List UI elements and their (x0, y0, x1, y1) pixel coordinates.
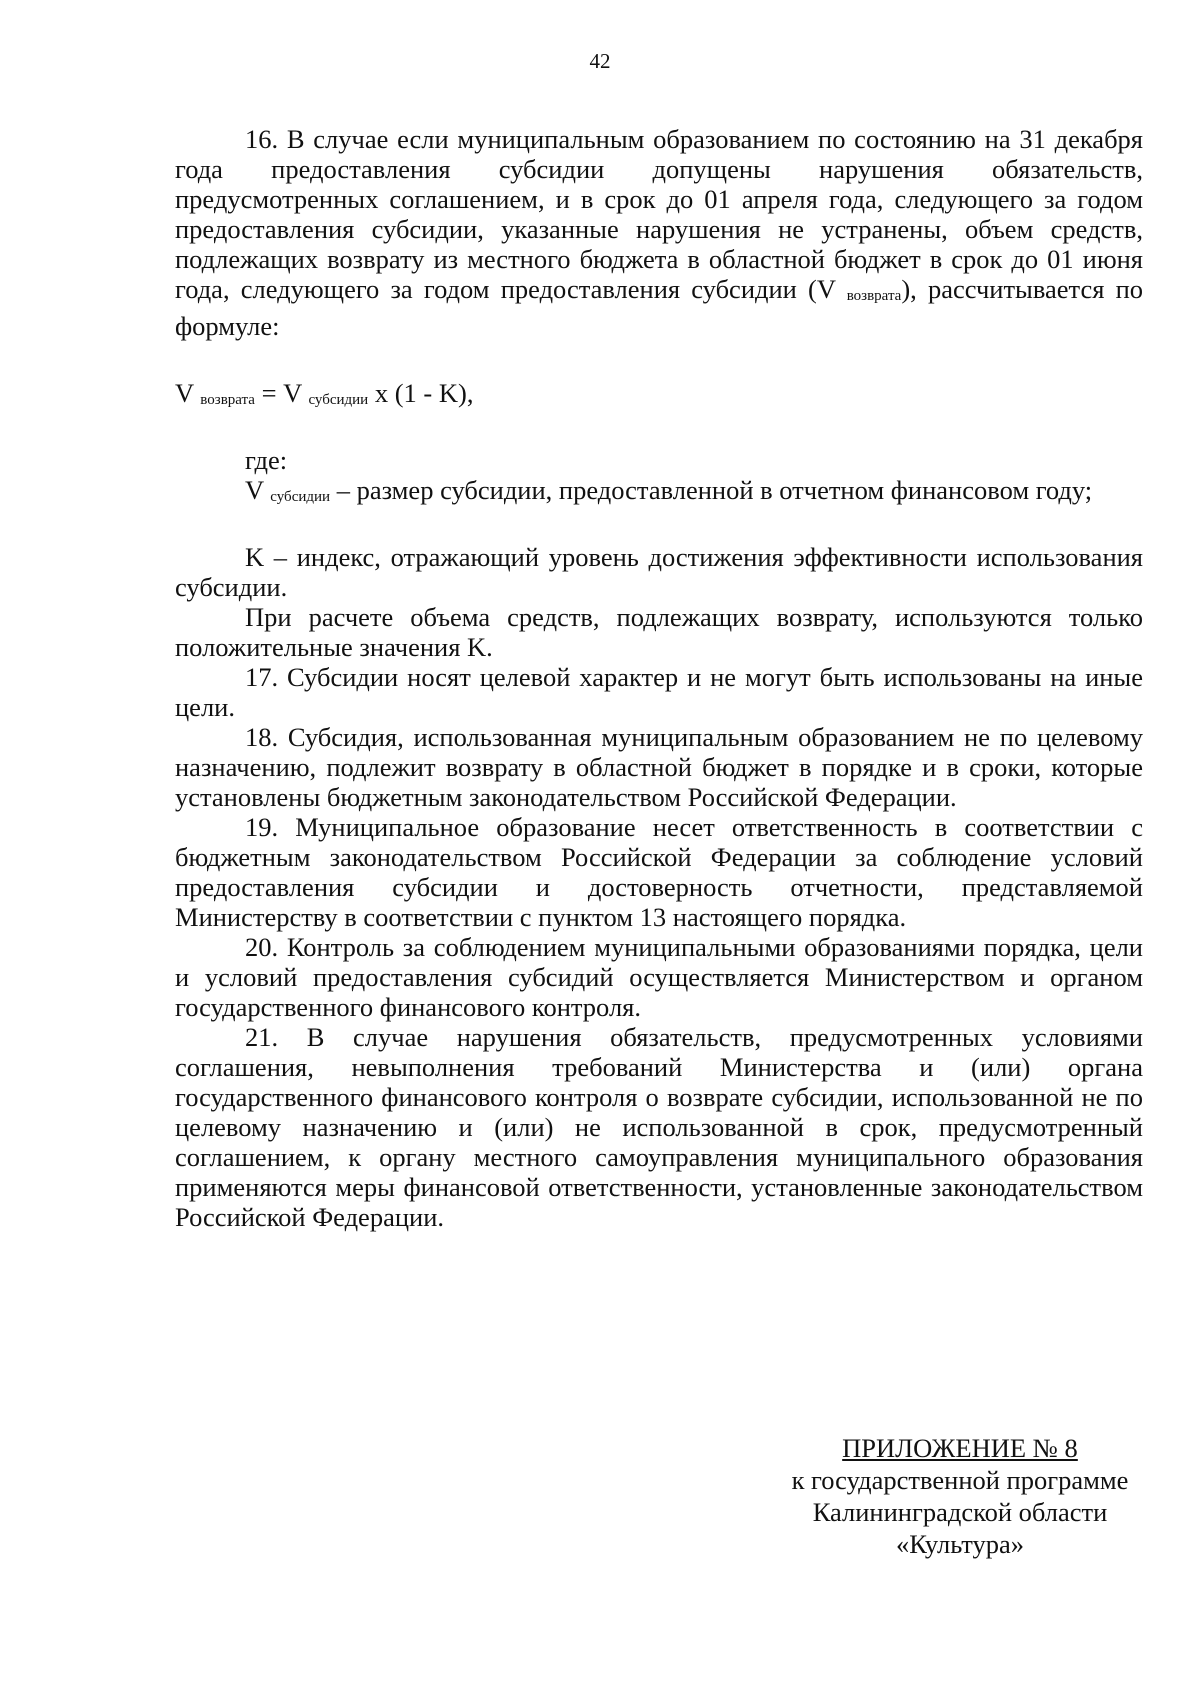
paragraph-16 (175, 124, 1143, 341)
paragraph-18: 18. Субсидия, использованная муниципальным образованием не по целевому назначению, подлежит возврату в областной бюджет в порядке и в сроки, которые установлены бюджетным законодательством Российской Федерации. (175, 722, 1143, 812)
paragraph-20: 20. Контроль за соблюдением муниципальными образованиями порядка, цели и условий предоставления субсидий осуществляется Министерством и органом государственного финансового контроля. (175, 932, 1143, 1022)
appendix-header (760, 1432, 1160, 1560)
v-subsidy-subscript: субсидии (270, 489, 331, 505)
paragraph-17: 17. Субсидии носят целевой характер и не могут быть использованы на иные цели. (175, 662, 1143, 722)
formula-v1-subscript: возврата (200, 392, 255, 408)
paragraph-19: 19. Муниципальное образование несет ответственность в соответствии с бюджетным законодательством Российской Федерации за соблюдение условий предоставления субсидии и достоверность отчетности, представляемой Министерству в соответствии с пунктом 13 настоящего порядка. (175, 812, 1143, 932)
paragraph-21: 21. В случае нарушения обязательств, предусмотренных условиями соглашения, невыполнения требований Министерства и (или) органа государственного финансового контроля о возврате субсидии, использованной не по целевому назначению и (или) не использованной в срок, предусмотренный соглашением, к органу местного самоуправления муниципального образования применяются меры финансовой ответственности, установленные законодательством Российской Федерации. (175, 1022, 1143, 1232)
page-number: 42 (589, 49, 611, 73)
formula-eq: = V (254, 378, 302, 408)
formula-rest: x (1 - K), (368, 378, 474, 408)
k-positive-note: При расчете объема средств, подлежащих возврату, используются только положительные значения K. (175, 602, 1143, 662)
k-definition: K – индекс, отражающий уровень достижения эффективности использования субсидии. (175, 542, 1143, 602)
appendix-line-1: к государственной программе (791, 1465, 1129, 1495)
v-subsidy-definition (175, 475, 1143, 512)
paragraph-16-tail: ), рассчитывается по формуле: (175, 274, 1144, 341)
appendix-line-2: Калининградской области (812, 1497, 1108, 1527)
appendix-line-3: «Культура» (895, 1529, 1025, 1559)
v-subsidy-symbol: V (245, 475, 264, 505)
v-return-subscript: возврата (846, 288, 902, 304)
formula-v2-subscript: субсидии (308, 392, 369, 408)
formula (175, 378, 1143, 415)
main-text (175, 124, 1143, 1232)
where-label: где: (245, 445, 288, 475)
paragraph-16-text: 16. В случае если муниципальным образованием по состоянию на 31 декабря года предоставления субсидии допущены нарушения обязательств, предусмотренных соглашением, и в срок до 01 апреля года, следующего за годом предоставления субсидии, указанные нарушения не устранены, объем средств, подлежащих возврату из местного бюджета в областной бюджет в срок до 01 июня года, следующего за годом предоставления субсидии (V (175, 124, 1143, 304)
appendix-title: ПРИЛОЖЕНИЕ № 8 (842, 1433, 1078, 1463)
formula-v1: V (175, 378, 194, 408)
v-subsidy-text: – размер субсидии, предоставленной в отчетном финансовом году; (330, 475, 1093, 505)
